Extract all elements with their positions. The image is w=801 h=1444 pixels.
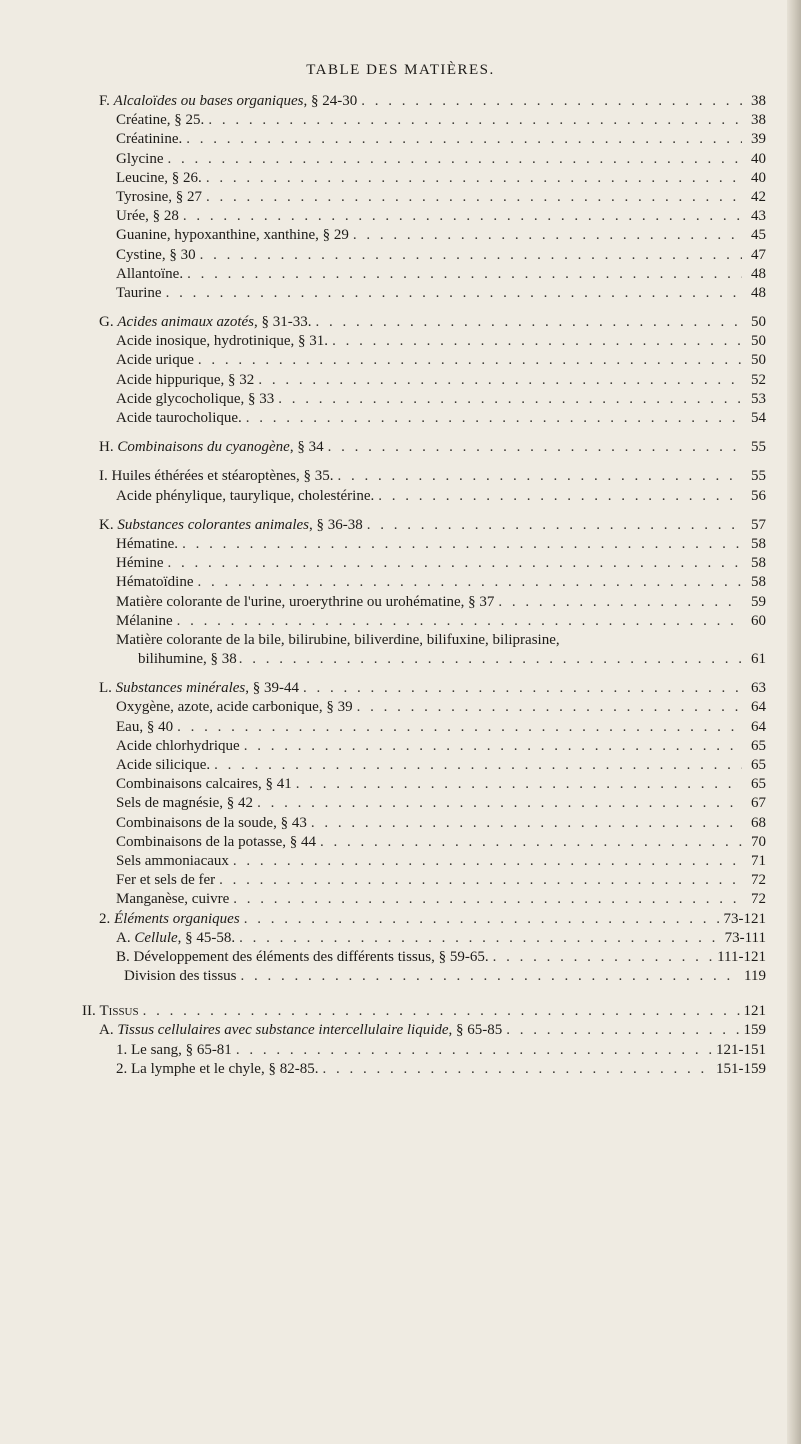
section-title: Substances colorantes animales: [117, 516, 309, 533]
section-gap: [82, 506, 766, 516]
toc-subsection-b: [82, 948, 766, 967]
toc-section-k: [82, 516, 766, 535]
toc-item: [82, 284, 766, 303]
item-label: Acide taurocholique.: [116, 410, 242, 426]
page-number: 52: [751, 371, 766, 388]
toc-item: [82, 737, 766, 756]
page-number: 48: [751, 284, 766, 301]
dot-leader: [257, 794, 742, 813]
page-number: 56: [751, 487, 766, 504]
section-gap: [82, 986, 766, 1002]
page-number: 61: [751, 651, 766, 668]
page-number: 73-121: [723, 910, 766, 927]
item-label: Acide urique: [116, 352, 194, 369]
page-number: 65: [751, 757, 766, 773]
page-number: 58: [751, 535, 766, 552]
page-number: 65: [751, 776, 766, 793]
dot-leader: [332, 332, 742, 351]
dot-leader: [186, 130, 742, 149]
section-paragraphs: , § 36-38: [309, 516, 363, 533]
item-label: Manganèse, cuivre: [116, 891, 230, 908]
dot-leader: [167, 150, 742, 169]
page-number: 68: [751, 814, 766, 831]
dot-leader: [361, 92, 742, 111]
dot-leader: [177, 718, 742, 737]
item-label: Combinaisons de la potasse, § 44: [116, 833, 316, 850]
dot-leader: [208, 111, 742, 130]
item-label: 1. Le sang, § 65-81: [116, 1041, 232, 1058]
dot-leader: [303, 679, 742, 698]
dot-leader: [214, 756, 742, 775]
dot-leader: [328, 438, 742, 457]
table-of-contents: [82, 92, 766, 1079]
toc-item: [82, 967, 766, 986]
section-title: Alcaloïdes ou bases organiques: [113, 93, 304, 109]
dot-leader: [182, 535, 742, 554]
dot-leader: [244, 910, 720, 929]
item-label: Tyrosine, § 27: [116, 188, 203, 205]
item-label: Acide phénylique, taurylique, cholestérine.: [116, 487, 375, 504]
dot-leader: [296, 775, 742, 794]
dot-leader: [200, 246, 742, 265]
dot-leader: [198, 351, 742, 370]
toc-item: [82, 371, 766, 390]
dot-leader: [246, 409, 742, 428]
dot-leader: [311, 814, 742, 833]
page-number: 45: [751, 227, 766, 244]
item-label: Créatinine.: [116, 131, 183, 148]
item-label: Guanine, hypoxanthine, xanthine, § 29: [116, 227, 349, 244]
dot-leader: [367, 516, 742, 535]
toc-section-f: [82, 92, 766, 111]
toc-item: [82, 188, 766, 207]
item-label: Hémine: [116, 555, 164, 572]
subsection-letter: A.: [116, 929, 131, 946]
page-number: 111-121: [717, 948, 766, 965]
item-label: Urée, § 28: [116, 208, 179, 225]
item-label: Combinaisons calcaires, § 41: [116, 776, 292, 793]
item-label: Fer et sels de fer: [116, 872, 216, 889]
section-title: Combinaisons du cyanogène: [117, 439, 290, 456]
toc-item: [82, 226, 766, 245]
page-number: 40: [751, 150, 766, 167]
toc-item: [82, 718, 766, 737]
page-number: 57: [751, 516, 766, 533]
page-number: 47: [751, 246, 766, 263]
toc-section-l: [82, 679, 766, 698]
toc-item: [82, 871, 766, 890]
item-label: Sels ammoniacaux: [116, 852, 229, 869]
section-paragraphs: , § 39-44: [245, 680, 299, 697]
toc-item: [82, 593, 766, 612]
dot-leader: [206, 169, 742, 188]
subsection-letter: A.: [99, 1022, 114, 1039]
toc-item: [82, 814, 766, 833]
page-number: 59: [751, 593, 766, 610]
section-number: 2.: [99, 910, 111, 927]
toc-item: [82, 265, 766, 284]
dot-leader: [143, 1002, 740, 1021]
subsection-title: Développement des éléments des différents tissus, § 59-65.: [133, 948, 489, 965]
section-letter: F.: [99, 93, 110, 109]
item-label: Acide glycocholique, § 33: [116, 390, 275, 407]
section-title: Éléments organiques: [114, 910, 240, 927]
toc-item: [82, 1041, 766, 1060]
toc-item: [82, 890, 766, 909]
section-gap: [82, 669, 766, 679]
item-label: Eau, § 40: [116, 718, 174, 735]
page-number: 60: [751, 612, 766, 629]
page-number: 50: [751, 314, 766, 331]
dot-leader: [506, 1021, 739, 1040]
page-number: 151-159: [716, 1060, 766, 1077]
item-label: Mélanine: [116, 612, 173, 629]
section-letter: G.: [99, 314, 114, 331]
dot-leader: [236, 1041, 712, 1060]
item-label: Matière colorante de l'urine, uroerythrine ou urohématine, § 37: [116, 593, 495, 610]
dot-leader: [197, 573, 742, 592]
page-number: 58: [751, 574, 766, 591]
section-paragraphs: , § 34: [289, 439, 324, 456]
item-label: bilihumine, § 38: [138, 651, 237, 668]
toc-section-2: [82, 910, 766, 929]
item-label: Créatine, § 25.: [116, 112, 205, 129]
page-number: 50: [751, 352, 766, 369]
toc-item: [82, 612, 766, 631]
dot-leader: [219, 871, 742, 890]
toc-subsection-a: [82, 929, 766, 948]
toc-section-i: [82, 467, 766, 486]
section-paragraphs: , § 24-30: [303, 93, 358, 109]
dot-leader: [183, 207, 742, 226]
toc-item: [82, 351, 766, 370]
toc-item: [82, 487, 766, 506]
dot-leader: [338, 467, 742, 486]
item-label: Acide inosique, hydrotinique, § 31.: [116, 333, 329, 350]
toc-item: [82, 775, 766, 794]
toc-item-wrapped-first-line: Matière colorante de la bile, bilirubine, biliverdine, bilifuxine, biliprasine,: [116, 631, 560, 648]
toc-item: [82, 535, 766, 554]
item-label: Acide chlorhydrique: [116, 737, 240, 754]
toc-item: [82, 554, 766, 573]
page-number: 72: [751, 891, 766, 908]
toc-section-h: [82, 438, 766, 457]
dot-leader: [167, 554, 742, 573]
part-title: Tissus: [99, 1003, 139, 1020]
toc-item-wrapped-continuation: [82, 650, 766, 669]
toc-item: [82, 207, 766, 226]
item-label: Leucine, § 26.: [116, 169, 202, 186]
page-number: 121: [743, 1003, 766, 1020]
page-number: 58: [751, 555, 766, 572]
item-label: Acide hippurique, § 32: [116, 371, 255, 388]
toc-item: [82, 833, 766, 852]
page-number: 50: [751, 333, 766, 350]
item-label: Allantoïne.: [116, 265, 184, 282]
toc-item: [82, 246, 766, 265]
page-number: 73-111: [724, 929, 766, 946]
section-paragraphs: , § 31-33.: [253, 314, 312, 331]
dot-leader: [241, 967, 741, 986]
item-label: Acide silicique.: [116, 757, 211, 773]
section-gap: [82, 303, 766, 313]
dot-leader: [493, 948, 714, 967]
item-label: Glycine: [116, 150, 164, 167]
subsection-title: Tissus cellulaires avec substance intercellulaire liquide: [117, 1022, 449, 1039]
toc-item: [82, 852, 766, 871]
toc-item: [82, 756, 766, 775]
dot-leader: [239, 929, 720, 948]
section-paragraphs: , § 35.: [296, 468, 334, 485]
dot-leader: [187, 265, 742, 284]
page-number: 72: [751, 872, 766, 889]
section-letter: L.: [99, 680, 112, 697]
dot-leader: [278, 390, 742, 409]
dot-leader: [233, 890, 742, 909]
toc-item: [82, 332, 766, 351]
toc-subsection-a: [82, 1021, 766, 1040]
page-number: 159: [743, 1022, 766, 1039]
toc-item: [82, 698, 766, 717]
page-edge: [787, 0, 801, 1444]
dot-leader: [357, 698, 742, 717]
page-number: 53: [751, 390, 766, 407]
dot-leader: [498, 593, 742, 612]
toc-section-g: [82, 313, 766, 332]
page-number: 64: [751, 718, 766, 735]
page-number: 54: [751, 410, 766, 426]
section-title: Substances minérales: [115, 680, 246, 697]
subsection-title: Cellule: [134, 929, 178, 946]
dot-leader: [239, 650, 742, 669]
page-number: 42: [751, 188, 766, 205]
dot-leader: [322, 1060, 712, 1079]
subsection-paragraphs: , § 45-58.: [177, 929, 236, 946]
dot-leader: [233, 852, 742, 871]
section-letter: H.: [99, 439, 114, 456]
page-number: 55: [751, 468, 766, 485]
page-number: 38: [751, 112, 766, 129]
item-label: Taurine: [116, 284, 162, 301]
toc-item: [82, 150, 766, 169]
dot-leader: [353, 226, 742, 245]
page-number: 121-151: [716, 1041, 766, 1058]
page-number: 64: [751, 699, 766, 716]
page-number: 39: [751, 131, 766, 148]
section-title: Huiles éthérées et stéaroptènes: [111, 468, 297, 485]
item-label: Hématoïdine: [116, 574, 194, 591]
toc-item: [82, 794, 766, 813]
dot-leader: [166, 284, 742, 303]
section-gap: [82, 457, 766, 467]
item-label: Oxygène, azote, acide carbonique, § 39: [116, 699, 353, 716]
section-title: Acides animaux azotés: [117, 314, 254, 331]
item-label: Hématine.: [116, 535, 179, 552]
page-number: 55: [751, 439, 766, 456]
part-number: II.: [82, 1003, 96, 1020]
toc-item: [82, 390, 766, 409]
page-number: 38: [751, 93, 766, 109]
item-label: Sels de magnésie, § 42: [116, 795, 254, 812]
section-letter: I.: [99, 468, 108, 485]
section-gap: [82, 428, 766, 438]
page-number: 40: [751, 169, 766, 186]
toc-item: [82, 573, 766, 592]
page-title: TABLE DES MATIÈRES.: [306, 62, 495, 78]
item-label: Division des tissus: [124, 968, 237, 985]
toc-part-ii: [82, 1002, 766, 1021]
dot-leader: [258, 371, 742, 390]
dot-leader: [206, 188, 742, 207]
toc-item: [82, 1060, 766, 1079]
subsection-paragraphs: , § 65-85: [448, 1022, 503, 1039]
toc-item: [82, 111, 766, 130]
dot-leader: [315, 313, 742, 332]
page-number: 63: [751, 680, 766, 697]
page-number: 65: [751, 737, 766, 754]
toc-item: [82, 409, 766, 428]
dot-leader: [320, 833, 742, 852]
toc-item: [82, 169, 766, 188]
item-label: Cystine, § 30: [116, 246, 196, 263]
page-number: 70: [751, 833, 766, 850]
page-number: 43: [751, 208, 766, 225]
dot-leader: [177, 612, 742, 631]
dot-leader: [378, 487, 742, 506]
item-label: 2. La lymphe et le chyle, § 82-85.: [116, 1060, 319, 1077]
dot-leader: [244, 737, 742, 756]
page-number: 67: [751, 795, 766, 812]
subsection-letter: B.: [116, 948, 130, 965]
toc-item: [82, 130, 766, 149]
page-number: 119: [744, 968, 766, 985]
page-number: 71: [751, 852, 766, 869]
section-letter: K.: [99, 516, 114, 533]
item-label: Combinaisons de la soude, § 43: [116, 814, 307, 831]
page-number: 48: [751, 265, 766, 282]
